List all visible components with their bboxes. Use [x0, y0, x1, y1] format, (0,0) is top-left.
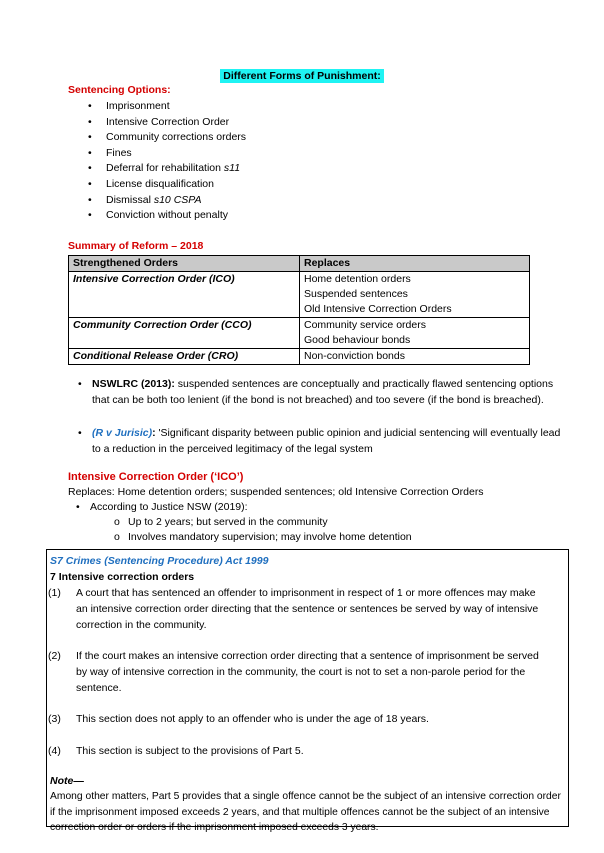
subsection-number: (3)	[48, 713, 61, 725]
subsection-number: (2)	[48, 650, 61, 662]
list-item: • Conviction without penalty	[88, 208, 246, 224]
section-title: 7 Intensive correction orders	[50, 571, 195, 583]
order-cell: Community Correction Order (CCO)	[69, 318, 300, 349]
ico-replaces: Replaces: Home detention orders; suspended sentences; old Intensive Correction Orders	[68, 486, 484, 498]
list-item: • Intensive Correction Order	[88, 115, 246, 131]
reform-heading: Summary of Reform – 2018	[68, 240, 204, 252]
table-header-row	[69, 256, 530, 272]
table-row	[69, 318, 530, 349]
according-text: According to Justice NSW (2019):	[90, 501, 248, 513]
order-cell: Intensive Correction Order (ICO)	[69, 272, 300, 318]
replaces-cell	[300, 318, 530, 349]
subsection-number: (1)	[48, 587, 61, 599]
replaces-item: Good behaviour bonds	[304, 334, 411, 346]
list-item: • Deferral for rehabilitation s11	[88, 161, 246, 177]
commentary-lead: NSWLRC (2013):	[92, 378, 175, 390]
table-row	[69, 349, 530, 365]
replaces-item: Suspended sentences	[304, 288, 408, 300]
subsection-number: (4)	[48, 745, 61, 757]
commentary-text: 'Significant disparity between public opinion and judicial sentencing will eventually lead to a reduction in the perceived legitimacy of the legal system	[92, 427, 561, 455]
list-item: • Imprisonment	[88, 99, 246, 115]
document-heading: Different Forms of Punishment:	[220, 69, 384, 83]
order-cell: Conditional Release Order (CRO)	[69, 349, 300, 365]
column-header: Strengthened Orders	[69, 256, 300, 272]
replaces-cell	[300, 272, 530, 318]
subsection-text: This section is subject to the provisions of Part 5.	[76, 745, 304, 757]
list-item: • Dismissal s10 CSPA	[88, 193, 246, 209]
table-row	[69, 272, 530, 318]
point-text: Involves mandatory supervision; may involve home detention	[128, 531, 412, 543]
bullet: o	[114, 516, 120, 528]
act-title	[50, 554, 268, 570]
replaces-item: Home detention orders	[304, 273, 411, 285]
point-text: Up to 2 years; but served in the community	[128, 516, 328, 528]
commentary-item-nswlrc	[78, 377, 562, 408]
bullet: •	[78, 427, 82, 439]
subsection	[48, 743, 546, 759]
case-citation: (R v Jurisic)	[92, 427, 153, 439]
ico-point	[114, 516, 328, 528]
sentencing-options-heading: Sentencing Options:	[68, 84, 171, 96]
subsection-text: A court that has sentenced an offender to imprisonment in respect of 1 or more offences may make an intensive correction order directing that the sentence or sentences be served by way of intensive correction in the community.	[76, 587, 539, 631]
ico-heading: Intensive Correction Order (‘ICO’)	[68, 471, 244, 483]
subsection-text: If the court makes an intensive correction order directing that a sentence of imprisonment be served by way of intensive correction in the community, the court is not to set a non-parole period for the sentence.	[76, 650, 539, 694]
column-header: Replaces	[300, 256, 530, 272]
commentary-text: suspended sentences are conceptually and practically flawed sentencing options that can be both too lenient (if the bond is not breached) and too severe (if the bond is breached).	[92, 378, 554, 406]
replaces-cell	[300, 349, 530, 365]
list-item: • Community corrections orders	[88, 130, 246, 146]
sentencing-options-list	[88, 99, 246, 224]
bullet: o	[114, 531, 120, 543]
ico-according	[76, 501, 248, 513]
subsection-text: This section does not apply to an offender who is under the age of 18 years.	[76, 713, 429, 725]
colon: :	[152, 427, 156, 439]
subsection	[48, 585, 546, 633]
list-item: • Fines	[88, 146, 246, 162]
commentary-item-jurisic	[78, 426, 562, 457]
bullet: •	[76, 501, 80, 513]
subsection	[48, 648, 546, 696]
note-text: Among other matters, Part 5 provides that a single offence cannot be the subject of an intensive correction order if the imprisonment imposed exceeds 2 years, and that multiple offences cannot be the subject of an intensive correction order or orders if the imprisonment imposed exceeds 3 years.	[50, 791, 561, 833]
replaces-item: Old Intensive Correction Orders	[304, 303, 452, 315]
list-item: • License disqualification	[88, 177, 246, 193]
subsection	[48, 711, 546, 727]
replaces-item: Community service orders	[304, 319, 426, 331]
heading-wrap	[0, 70, 604, 82]
act-name: S7 Crimes (Sentencing Procedure) Act 1999	[50, 555, 269, 567]
ico-point	[114, 531, 412, 543]
note-label: Note—	[50, 775, 84, 787]
reform-table	[68, 255, 530, 365]
replaces-item: Non-conviction bonds	[304, 350, 405, 362]
bullet: •	[78, 378, 82, 390]
